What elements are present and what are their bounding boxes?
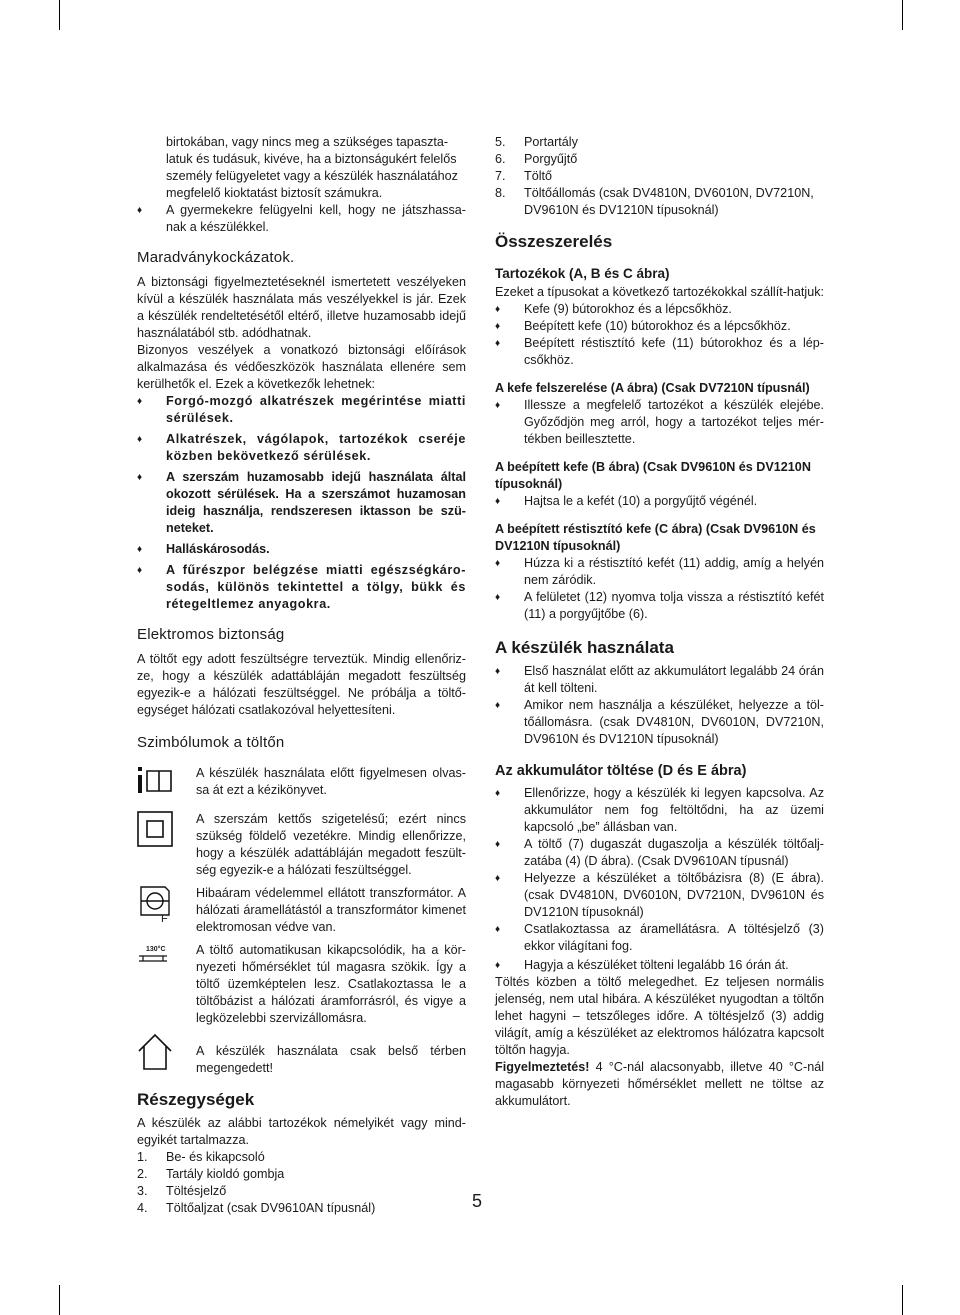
crop-mark xyxy=(902,1285,903,1315)
list-item: ♦ Forgó-mozgó alkatrészek megérintése miatti sérülések. xyxy=(137,394,466,425)
list-item: 5. Portartály xyxy=(495,135,578,149)
section-heading: Összeszerelés xyxy=(495,232,613,251)
subsection-heading: A beépített kefe (B ábra) (Csak DV9610N és DV1210N típusoknál) xyxy=(495,460,811,491)
list-item: ♦ Illessze a megfelelő tartozékot a készülék elejébe. Győződjön meg arról, hogy a tartozékot teljes mér-tékben beillesztette. xyxy=(495,398,824,446)
section-heading: Részegységek xyxy=(137,1090,255,1109)
paragraph: Ezeket a típusokat a következő tartozékokkal szállít-hatjuk: xyxy=(495,285,824,299)
list-item: ♦ Alkatrészek, vágólapok, tartozékok cseréje közben bekövetkező sérülések. xyxy=(137,432,466,463)
list-item: ♦ Kefe (9) bútorokhoz és a lépcsőkhöz. xyxy=(495,302,732,316)
diamond-bullet-icon: ♦ xyxy=(495,873,501,884)
diamond-bullet-icon: ♦ xyxy=(495,700,501,711)
symbol-row: 130°C A töltő automatikusan kikapcsolódik, ha a kör-nyezeti hőmérséklet túl magasra szökik. Így a töltő üzemképtelen lesz. Csatlakoztassa le a töltőbázist a hálózati áramforrásról, és vigye a legközelebbi szervizállomásra. xyxy=(137,942,466,1027)
crop-mark xyxy=(59,1285,60,1315)
list-item: ♦ A gyermekekre felügyelni kell, hogy ne játszhassa-nak a készülékkel. xyxy=(137,203,466,234)
subsection-heading: A kefe felszerelése (A ábra) (Csak DV7210N típusnál) xyxy=(495,381,810,395)
diamond-bullet-icon: ♦ xyxy=(495,592,501,603)
list-item: ♦ Húzza ki a réstisztító kefét (11) addig, amíg a helyén nem záródik. xyxy=(495,556,824,587)
left-column xyxy=(137,134,466,1217)
right-column xyxy=(495,134,824,1110)
subsection-heading: Tartozékok (A, B és C ábra) xyxy=(495,266,670,281)
section-heading: Elektromos biztonság xyxy=(137,626,285,643)
list-item: ♦ Halláskárosodás. xyxy=(137,542,270,556)
intro-text: birtokában, vagy nincs meg a szükséges tapaszta- latuk és tudásuk, kivéve, ha a biztonságukért felelős személy felügyeletet vagy a készülék használatához megfelelő kioktatást biztosít számukra. xyxy=(166,135,458,200)
section-heading: Szimbólumok a töltőn xyxy=(137,734,285,751)
list-item: 3. Töltésjelző xyxy=(137,1184,227,1198)
symbol-row: F Hibaáram védelemmel ellátott transzformátor. A hálózati áramellátástól a transzformátor kimenet elektromosan védve van. xyxy=(137,885,466,936)
section-heading: A készülék használata xyxy=(495,638,674,657)
list-item: ♦ Ellenőrizze, hogy a készülék ki legyen kapcsolva. Az akkumulátor nem fog feltöltődni, ha az üzemi kapcsoló „be” állásban van. xyxy=(495,786,824,834)
diamond-bullet-icon: ♦ xyxy=(495,666,501,677)
paragraph: A biztonsági figyelmeztetéseknél ismertetett veszélyeken kívül a készülék használata más veszélyekkel is jár. Ezek a készülék rendeltetésétől eltérő, illetve huzamosabb idejű használatából stb. adódhatnak. xyxy=(137,275,466,340)
list-item: 2. Tartály kioldó gombja xyxy=(137,1167,285,1181)
list-item: ♦ Hagyja a készüléket tölteni legalább 16 órán át. xyxy=(495,958,789,972)
list-item: ♦ Beépített kefe (10) bútorokhoz és a lépcsőkhöz. xyxy=(495,319,791,333)
paragraph: Töltés közben a töltő melegedhet. Ez teljesen normális jelenség, nem utal hibára. A készüléket nyugodtan a töltőn lehet hagyni – tetszőleges időre. A töltésjelző (3) addig világít, amíg a készüléket az elektromos hálózatra kapcsolt töltőn hagyja. xyxy=(495,975,824,1057)
diamond-bullet-icon: ♦ xyxy=(137,544,143,555)
diamond-bullet-icon: ♦ xyxy=(495,788,501,799)
paragraph: A töltőt egy adott feszültségre terveztük. Mindig ellenőriz-ze, hogy a készülék adattábláján megadott feszültség egyezik-e a hálózati feszültséggel. Ne próbálja a töltő-egységet hálózati csatlakozóval helyettesíteni. xyxy=(137,652,466,717)
paragraph: A készülék az alábbi tartozékok némelyikét vagy mind-egyikét tartalmazza. xyxy=(137,1116,466,1147)
diamond-bullet-icon: ♦ xyxy=(495,496,501,507)
warning-paragraph: Figyelmeztetés! 4 °C-nál alacsonyabb, illetve 40 °C-nál magasabb környezeti hőmérséklet mellett ne töltse az akkumulátort. xyxy=(495,1060,824,1108)
diamond-bullet-icon: ♦ xyxy=(137,565,143,576)
list-item: ♦ Első használat előtt az akkumulátort legalább 24 órán át kell tölteni. xyxy=(495,664,824,695)
list-item: ♦ A töltő (7) dugaszát dugaszolja a készülék töltőalj-zatába (4) (D ábra). (Csak DV9610AN típusnál) xyxy=(495,837,824,868)
list-item: ♦ Helyezze a készüléket a töltőbázisra (8) (E ábra). (csak DV4810N, DV6010N, DV7210N, DV9610N és DV1210N típusoknál) xyxy=(495,871,824,919)
diamond-bullet-icon: ♦ xyxy=(495,839,501,850)
list-item: 1. Be- és kikapcsoló xyxy=(137,1150,265,1164)
paragraph: Bizonyos veszélyek a vonatkozó biztonsági előírások alkalmazása és védőeszközök használata ellenére sem kerülhetők el. Ezek a következők lehetnek: xyxy=(137,343,466,391)
symbol-row: A készülék használata előtt figyelmesen olvas-sa át ezt a kézikönyvet. xyxy=(137,765,466,805)
section-heading: Maradványkockázatok. xyxy=(137,249,295,266)
list-item: 4. Töltőaljzat (csak DV9610AN típusnál) xyxy=(137,1201,376,1215)
list-item: 8. Töltőállomás (csak DV4810N, DV6010N, DV7210N, DV9610N és DV1210N típusoknál) xyxy=(495,186,814,217)
crop-mark xyxy=(59,0,60,30)
diamond-bullet-icon: ♦ xyxy=(495,338,501,349)
symbol-row: A készülék használata csak belső térben megengedett! xyxy=(137,1039,466,1077)
list-item: ♦ A fűrészpor belégzése miatti egészségkáro-sodás, különös tekintettel a tölgy, bükk és rétegeltlemez anyagokra. xyxy=(137,563,466,611)
diamond-bullet-icon: ♦ xyxy=(137,434,143,445)
double-insulation-icon xyxy=(137,811,173,852)
list-item: ♦ Csatlakoztassa az áramellátásra. A töltésjelző (3) ekkor világítani fog. xyxy=(495,922,824,953)
diamond-bullet-icon: ♦ xyxy=(495,960,501,971)
fuse-transformer-icon: F xyxy=(137,885,173,930)
list-item: ♦ Hajtsa le a kefét (10) a porgyűjtő végénél. xyxy=(495,494,758,508)
diamond-bullet-icon: ♦ xyxy=(137,396,143,407)
crop-mark xyxy=(902,0,903,30)
warning-label: Figyelmeztetés! xyxy=(495,1060,590,1074)
symbol-row: A szerszám kettős szigetelésű; ezért nincs szükség földelő vezetékre. Mindig ellenőrizze, hogy a készülék adattábláján megadott feszült-ség egyezik-e a hálózati feszültséggel. xyxy=(137,811,466,879)
diamond-bullet-icon: ♦ xyxy=(495,558,501,569)
thermal-cutoff-icon: 130°C xyxy=(137,942,169,969)
subsection-heading: Az akkumulátor töltése (D és E ábra) xyxy=(495,763,747,779)
diamond-bullet-icon: ♦ xyxy=(495,400,501,411)
list-item: 7. Töltő xyxy=(495,169,552,183)
diamond-bullet-icon: ♦ xyxy=(495,321,501,332)
list-item: ♦ Beépített réstisztító kefe (11) bútorokhoz és a lép-csőkhöz. xyxy=(495,336,824,367)
manual-icon xyxy=(137,765,175,800)
diamond-bullet-icon: ♦ xyxy=(495,304,501,315)
list-item: ♦ A felületet (12) nyomva tolja vissza a réstisztító kefét (11) a porgyűjtőbe (6). xyxy=(495,590,824,621)
list-item: ♦ A szerszám huzamosabb idejű használata által okozott sérülések. Ha a szerszámot huzamosan ideig használja, rendszeresen iktasson be szü-neteket. xyxy=(137,470,466,535)
diamond-bullet-icon: ♦ xyxy=(137,472,143,483)
diamond-bullet-icon: ♦ xyxy=(137,205,143,216)
list-item: ♦ Amikor nem használja a készüléket, helyezze a töl-tőállomásra. (csak DV4810N, DV6010N, DV7210N, DV9610N és DV1210N típusoknál) xyxy=(495,698,824,746)
subsection-heading: A beépített réstisztító kefe (C ábra) (Csak DV9610N és DV1210N típusoknál) xyxy=(495,522,816,553)
indoor-use-icon xyxy=(137,1031,173,1076)
list-item: 6. Porgyűjtő xyxy=(495,152,578,166)
page-number: 5 xyxy=(472,1191,483,1211)
diamond-bullet-icon: ♦ xyxy=(495,924,501,935)
